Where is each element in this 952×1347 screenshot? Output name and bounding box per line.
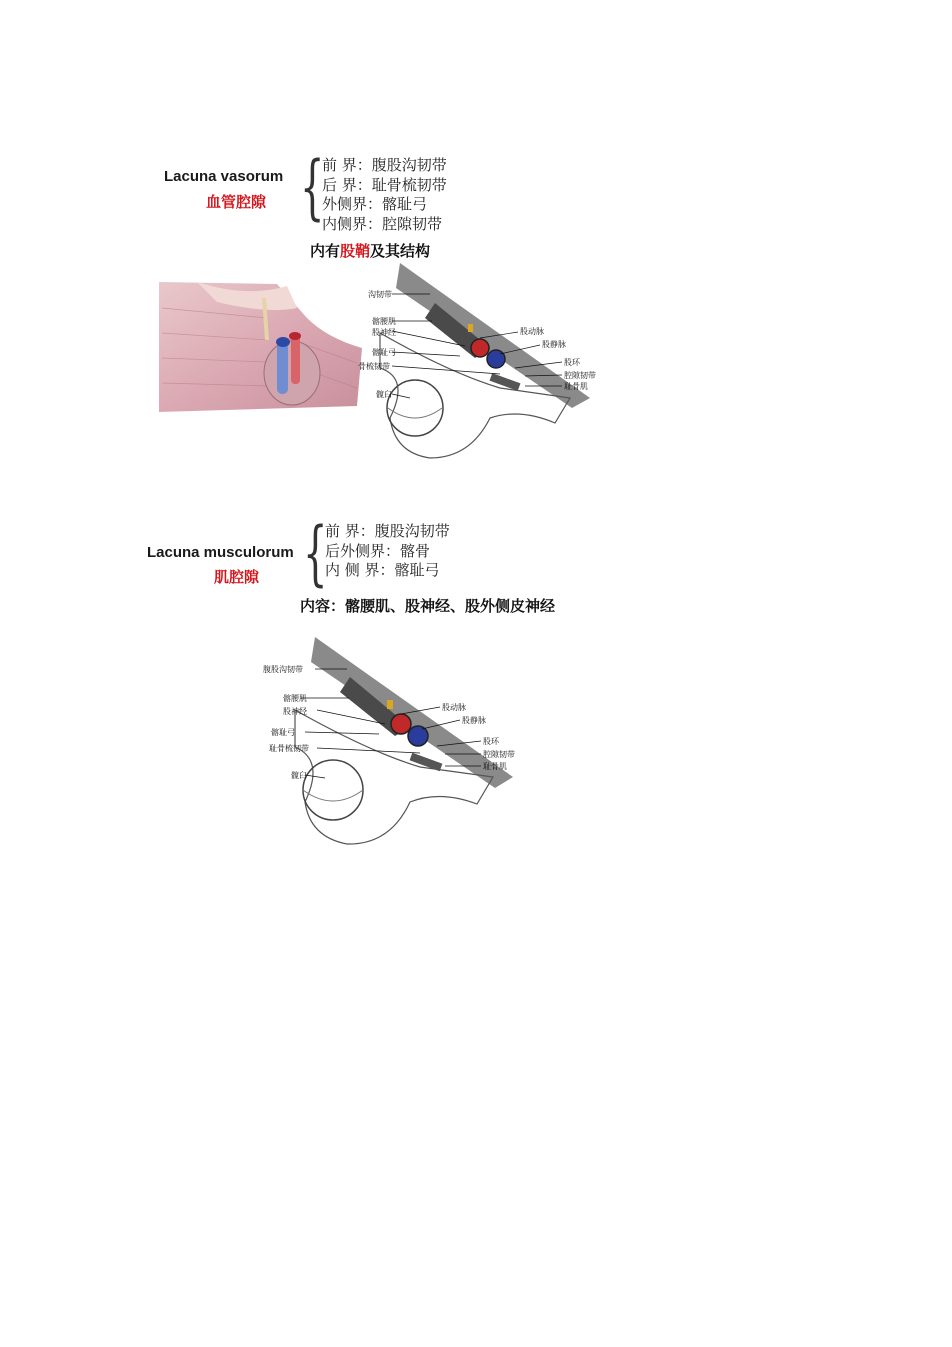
vasorum-caption: 内有股鞘及其结构 bbox=[310, 242, 431, 260]
diagram-label: 股动脉 bbox=[520, 327, 544, 336]
diagram-label: 股静脉 bbox=[542, 340, 566, 349]
diagram-label: 髂腰肌 bbox=[283, 694, 307, 703]
border-line: 后外侧界：髂骨 bbox=[325, 541, 431, 560]
diagram-label: 股动脉 bbox=[442, 703, 466, 712]
border-line: 前 界：腹股沟韧带 bbox=[322, 156, 447, 174]
diagram-label: 髋臼 bbox=[376, 390, 392, 399]
border-line: 后 界：耻骨梳韧带 bbox=[322, 175, 447, 194]
border-line: 前 界：腹股沟韧带 bbox=[325, 522, 450, 540]
border-line: 内侧界：腔隙韧带 bbox=[322, 214, 443, 233]
lacuna-vasorum-title: Lacuna vasorum bbox=[164, 168, 284, 185]
diagram-label: 股神经 bbox=[283, 707, 307, 716]
diagram-label: 髂耻弓 bbox=[372, 348, 396, 357]
diagram-label: 腔隙韧带 bbox=[564, 371, 596, 380]
diagram-label: 股静脉 bbox=[462, 716, 486, 725]
diagram-label: 股环 bbox=[483, 737, 499, 746]
diagram-label: 髋臼 bbox=[291, 771, 307, 780]
border-line: 外侧界：髂耻弓 bbox=[322, 195, 428, 213]
diagram-label: 腔隙韧带 bbox=[483, 750, 515, 759]
diagram-label: 髂耻弓 bbox=[271, 728, 295, 737]
lacuna-vasorum-title-cn: 血管腔隙 bbox=[206, 193, 267, 211]
femoral-sheath-illustration bbox=[157, 278, 367, 414]
diagram-label: 髂腰肌 bbox=[372, 317, 396, 326]
brace-1: { bbox=[300, 146, 325, 228]
diagram-label: 耻骨肌 bbox=[483, 762, 507, 771]
diagram-label: 沟韧带 bbox=[368, 290, 392, 299]
diagram-label: 股环 bbox=[564, 358, 580, 367]
musculorum-caption: 内容：髂腰肌、股神经、股外侧皮神经 bbox=[300, 597, 556, 615]
diagram-label: 耻骨肌 bbox=[564, 382, 588, 391]
lacuna-musculorum-title-cn: 肌腔隙 bbox=[214, 568, 260, 586]
musculorum-diagram bbox=[255, 632, 523, 850]
vasorum-borders bbox=[322, 156, 447, 234]
diagram-label: 骨梳韧带 bbox=[358, 362, 390, 371]
border-line: 内 侧 界：髂耻弓 bbox=[325, 561, 440, 579]
brace-2: { bbox=[303, 512, 328, 594]
diagram-label: 耻骨梳韧带 bbox=[269, 744, 309, 753]
lacuna-musculorum-title: Lacuna musculorum bbox=[147, 544, 294, 561]
musculorum-borders bbox=[325, 522, 450, 581]
vasorum-diagram bbox=[340, 258, 600, 463]
diagram-label: 腹股沟韧带 bbox=[263, 665, 303, 674]
diagram-label: 股神经 bbox=[372, 328, 396, 337]
